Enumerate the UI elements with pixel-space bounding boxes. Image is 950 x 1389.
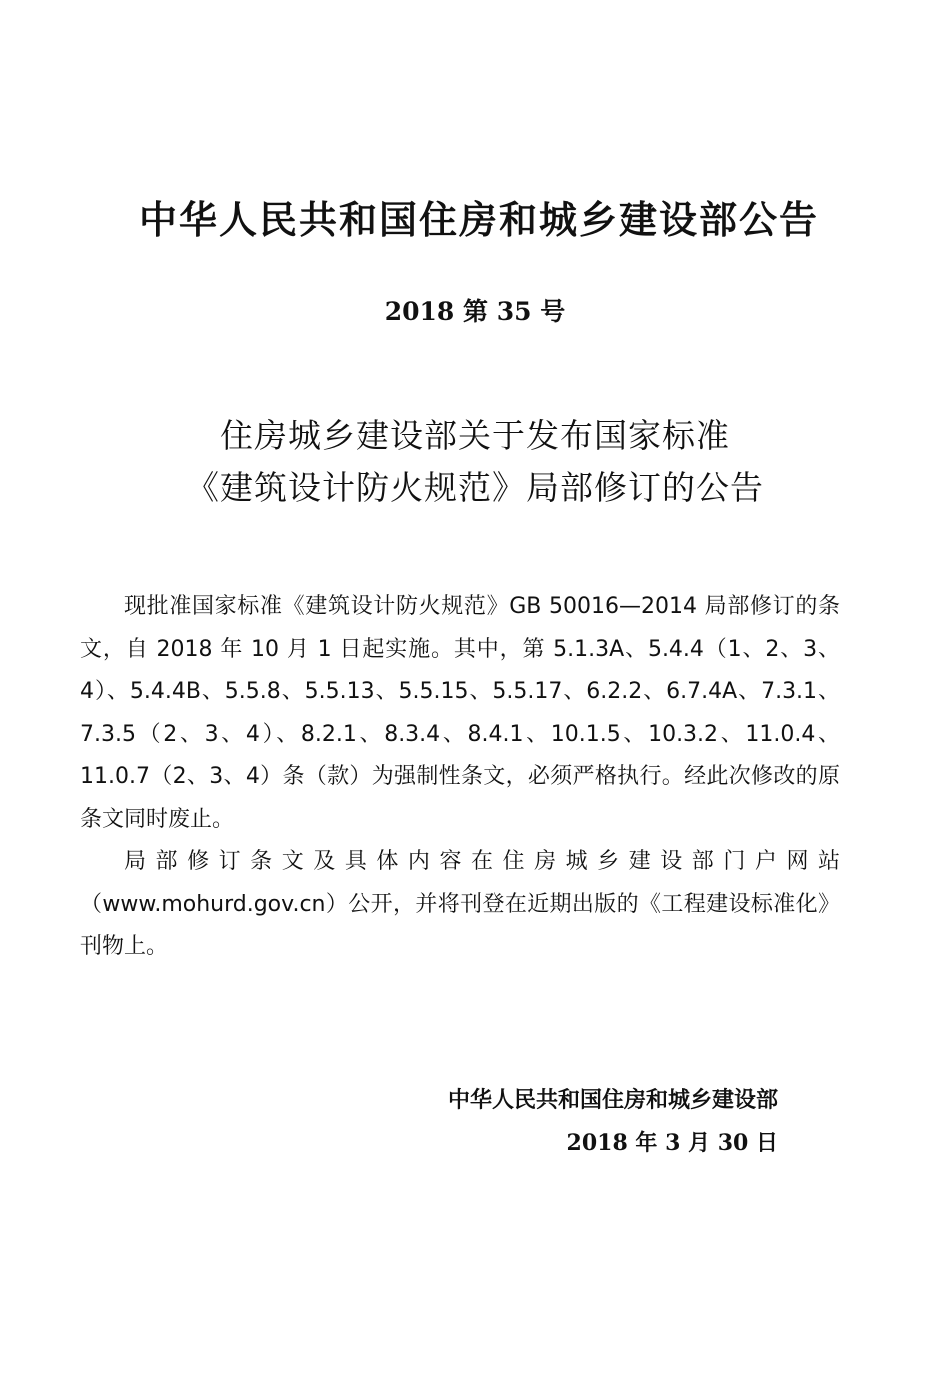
announcement-body	[80, 586, 840, 969]
announcement-subtitle	[0, 410, 950, 514]
subtitle-line-1: 住房城乡建设部关于发布国家标准	[220, 416, 730, 455]
subtitle-line-2: 《建筑设计防火规范》局部修订的公告	[186, 468, 764, 507]
issuing-organization: 中华人民共和国住房和城乡建设部	[447, 1088, 778, 1113]
announcement-number: 2018 第 35 号	[384, 297, 566, 326]
signature-block	[448, 1080, 778, 1164]
announcement-title: 中华人民共和国住房和城乡建设部公告	[138, 198, 819, 242]
body-paragraph-2: 局部修订条文及具体内容在住房城乡建设部门户网站（www.mohurd.gov.cn）公开，并将刊登在近期出版的《工程建设标准化》刊物上。	[80, 849, 840, 959]
issue-date: 2018 年 3 月 30 日	[566, 1130, 778, 1156]
body-paragraph-1: 现批准国家标准《建筑设计防火规范》GB 50016—2014 局部修订的条文，自 2018 年 10 月 1 日起实施。其中，第 5.1.3A、5.4.4（1、2、3、4）、5.4.4B、5.5.8、5.5.13、5.5.15、5.5.17、6.2.2、6.7.4A、7.3.1、7.3.5（2、3、4）、8.2.1、8.3.4、8.4.1、10.1.5、10.3.2、11.0.4、11.0.7（2、3、4）条（款）为强制性条文，必须严格执行。经此次修改的原条文同时废止。	[80, 594, 840, 832]
